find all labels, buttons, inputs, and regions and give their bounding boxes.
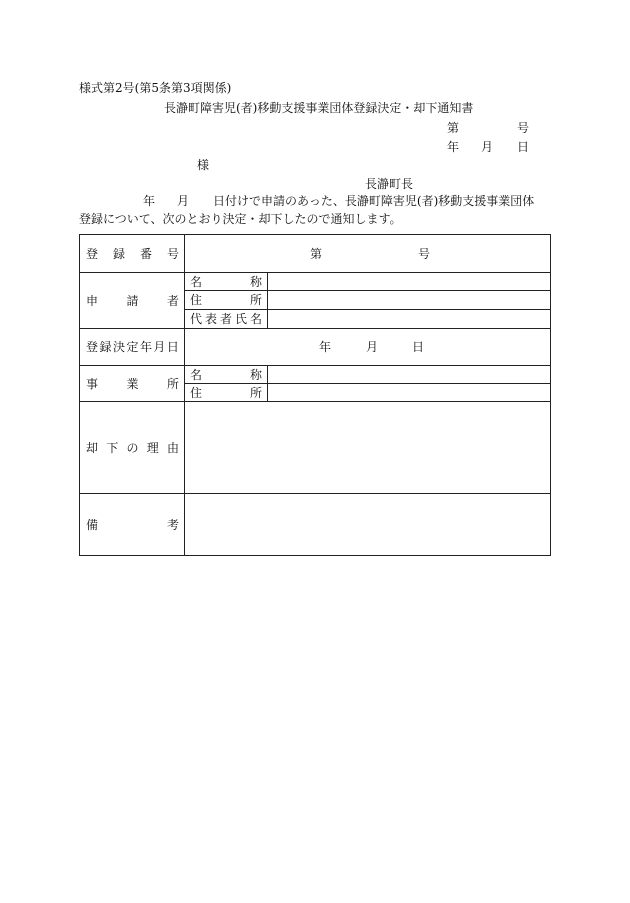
- applicant-name-field[interactable]: [268, 273, 551, 290]
- office-address-field[interactable]: [268, 384, 551, 401]
- representative-name-field[interactable]: [268, 310, 551, 328]
- decision-date-year: 年: [319, 340, 332, 354]
- form-number: 様式第2号(第5条第3項関係): [79, 81, 232, 95]
- reg-number-dai: 第: [310, 247, 323, 261]
- applicant-name-label: 名 称: [190, 274, 262, 289]
- recipient-suffix: 様: [197, 158, 210, 172]
- applicant-label: 申 請 者: [86, 293, 179, 308]
- remarks-field[interactable]: [185, 494, 551, 556]
- applicant-address-field[interactable]: [268, 291, 551, 309]
- doc-number-dai: 第: [447, 121, 460, 135]
- body-month: 月: [177, 194, 190, 208]
- body-line2: 登録について、次のとおり決定・却下したので通知します。: [79, 212, 402, 226]
- rejection-reason-field[interactable]: [185, 402, 551, 493]
- decision-date-label: 登 録 決 定 年 月 日: [86, 340, 179, 354]
- document-title: 長瀞町障害児(者)移動支援事業団体登録決定・却下通知書: [164, 101, 474, 115]
- reg-number-label: 登 録 番 号: [86, 247, 179, 261]
- doc-number-go: 号: [517, 121, 530, 135]
- date-month: 月: [481, 140, 494, 154]
- registration-form-table: [79, 234, 551, 556]
- remarks-label: 備 考: [86, 518, 179, 532]
- issuer: 長瀞町長: [365, 177, 414, 191]
- reg-number-go: 号: [418, 247, 431, 261]
- date-day: 日: [517, 140, 530, 154]
- office-name-label: 名 称: [190, 367, 262, 382]
- date-year: 年: [447, 140, 460, 154]
- applicant-address-label: 住 所: [190, 293, 262, 307]
- representative-name-label: 代 表 者 氏 名: [190, 312, 262, 326]
- office-address-label: 住 所: [190, 385, 262, 400]
- office-name-field[interactable]: [268, 366, 551, 383]
- body-line1: 日付けで申請のあった、長瀞町障害児(者)移動支援事業団体: [213, 194, 535, 208]
- body-year: 年: [143, 194, 156, 208]
- rejection-reason-label: 却 下 の 理 由: [86, 440, 179, 455]
- office-label: 事 業 所: [86, 376, 179, 391]
- decision-date-day: 日: [412, 340, 425, 354]
- decision-date-month: 月: [366, 340, 379, 354]
